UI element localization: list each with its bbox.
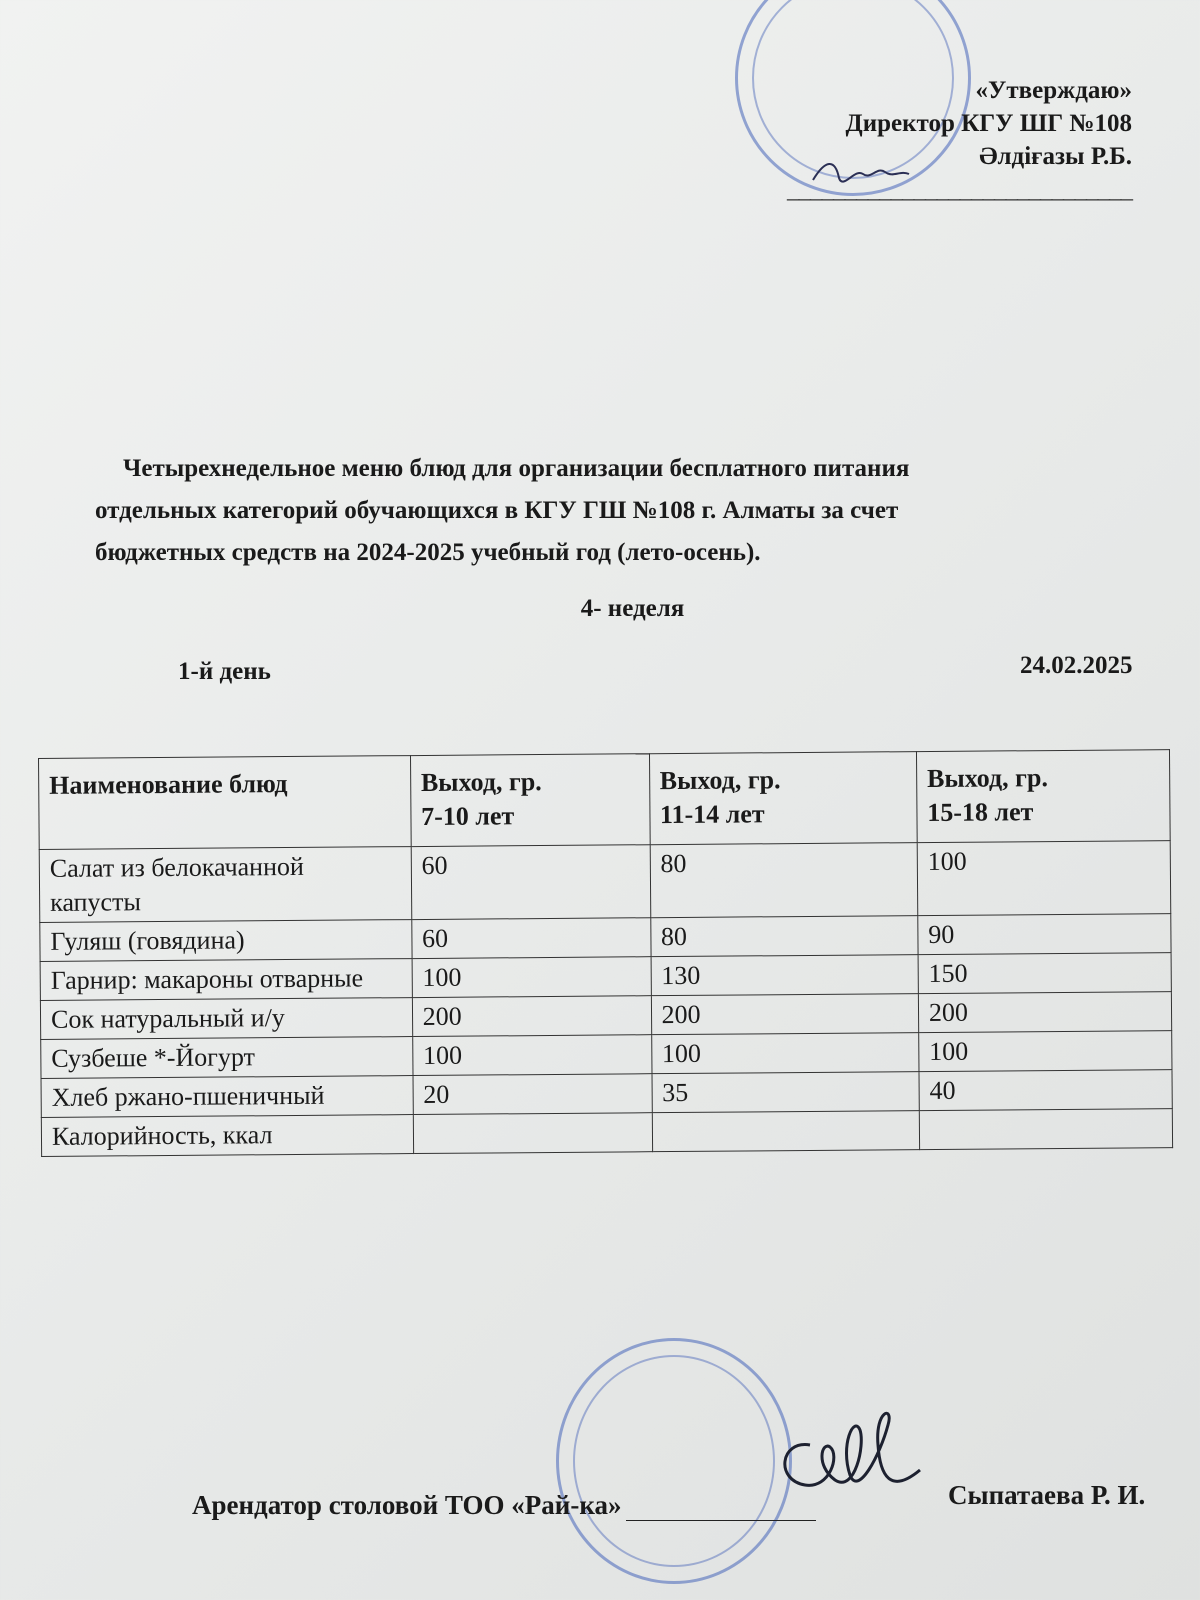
value-11-14: 80 [650,843,918,918]
tenant-label: Арендатор столовой ТОО «Рай-ка» [192,1490,622,1520]
dish-name: Хлеб ржано-пшеничный [41,1076,413,1118]
official-seal-bottom [556,1338,792,1584]
dish-name: Сузбеше *-Йогурт [41,1037,413,1079]
value-7-10: 60 [411,845,650,920]
value-11-14: 80 [650,916,918,957]
value-15-18: 90 [918,914,1171,955]
dish-name: Салат из белокачанной капусты [39,847,411,923]
day-label: 1-й день [178,658,271,685]
approve-name: Әлдіғазы Р.Б. [979,143,1132,170]
approve-label: «Утверждаю» [975,77,1132,104]
menu-title [95,448,1125,574]
header-output-label: Выход, гр. [420,767,542,797]
table-header-row [39,750,1171,850]
tenant-name: Сыпатаева Р. И. [948,1480,1146,1510]
dish-name: Сок натуральный и/у [40,998,412,1040]
header-age-range: 15-18 лет [927,797,1034,828]
header-dish-line1: Наименование блюд [49,769,288,800]
dish-name: Гарнир: макароны отварные [40,959,412,1001]
value-15-18: 100 [919,1031,1172,1072]
header-output-label: Выход, гр. [926,763,1049,794]
date-label: 24.02.2025 [1020,652,1133,679]
header-age-range: 11-14 лет [659,799,765,830]
title-line-2: отдельных категорий обучающихся в КГУ ГШ №108 г. Алматы за счет [95,497,899,524]
footer-block [192,1490,816,1521]
header-output-label: Выход, гр. [659,765,781,796]
header-dish-name [39,756,411,850]
header-output-15-18 [916,750,1170,843]
value-15-18: 200 [918,992,1171,1033]
value-7-10: 60 [411,918,650,959]
dish-name: Гуляш (говядина) [40,920,412,962]
value-7-10: 100 [412,1035,651,1076]
approve-position: Директор КГУ ШГ №108 [845,110,1132,137]
table-row [39,841,1171,923]
value-15-18 [919,1109,1172,1150]
value-7-10: 20 [413,1074,652,1115]
value-15-18: 100 [917,841,1171,916]
menu-table [38,749,1173,1157]
value-11-14 [652,1111,920,1152]
value-15-18: 40 [919,1070,1172,1111]
value-11-14: 130 [651,955,919,996]
director-signature [805,150,915,195]
value-11-14: 200 [651,994,919,1035]
value-7-10 [413,1113,652,1154]
header-age-range: 7-10 лет [421,801,515,831]
title-line-1: Четырехнедельное меню блюд для организации бесплатного питания [123,455,910,482]
tenant-signature [770,1385,950,1515]
value-15-18: 150 [918,953,1171,994]
value-11-14: 100 [651,1033,919,1074]
value-7-10: 200 [412,996,651,1037]
week-label: 4- неделя [580,595,685,622]
dish-name: Калорийность, ккал [41,1115,413,1157]
table-row-calories [41,1109,1172,1157]
header-output-7-10 [410,754,650,847]
value-7-10: 100 [412,957,651,998]
header-output-11-14 [649,752,917,845]
approve-signature-line: ______________________________ [787,176,1132,203]
title-line-3: бюджетных средств на 2024-2025 учебный год (лето-осень). [95,539,761,566]
value-11-14: 35 [652,1072,920,1113]
